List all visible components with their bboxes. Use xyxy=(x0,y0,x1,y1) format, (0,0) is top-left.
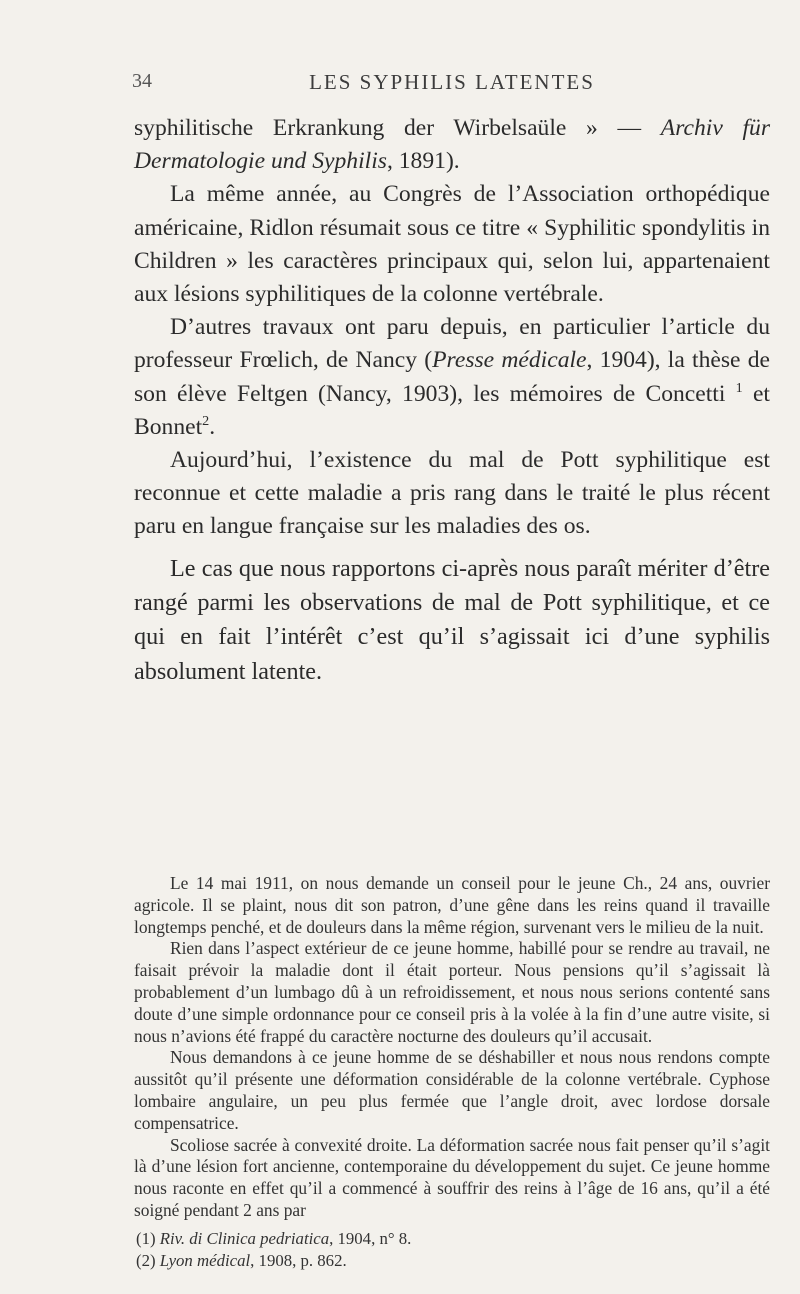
observation-paragraph-2: Rien dans l’aspect extérieur de ce jeune homme, habillé pour se rendre au travail, ne faisait prévoir la maladie dont il était porteur. Nous pensions qu’il s’agissait là probablement d’un lumbago dû à un refroidissement, et nous nous serions contenté sans doute d’une simple ordonnance pour ce conseil pris à la volée à la fin d’une autre visite, si nous n’avions été frappé du caractère nocturne des douleurs qu’il accusait. xyxy=(134,938,770,1046)
p1-text-a: syphilitische Erkrankung der Wirbelsaüle » — xyxy=(134,115,661,141)
observation-paragraph-4: Scoliose sacrée à convexité droite. La déformation sacrée nous fait penser qu’il s’agit là d’une lésion fort ancienne, contemporaine du développement du sujet. Ce jeune homme nous raconte en effet qu’il a commencé à souffrir des reins à l’âge de 16 ans, qu’il a été soigné pendant 2 ans par xyxy=(134,1134,770,1220)
p3-text-e: . xyxy=(209,413,216,440)
observation-paragraph-3: Nous demandons à ce jeune homme de se déshabiller et nous nous rendons compte aussitôt qu’il présente une déformation considérable de la colonne vertébrale. Cyphose lombaire angulaire, un peu plus fermée que l’angle droit, avec lordose dorsale compensatrice. xyxy=(134,1047,770,1133)
footnotes xyxy=(134,1228,770,1272)
p1-text-c: , 1891). xyxy=(386,148,460,175)
observation-paragraph-1: Le 14 mai 1911, on nous demande un conseil pour le jeune Ch., 24 ans, ouvrier agricole. Il se plaint, nous dit son patron, d’une gêne dans les reins quand il travaille longtemps penché, et de douleurs dans la même région, survenant vers le milieu de la nuit. xyxy=(134,873,770,937)
footnote-1 xyxy=(134,1228,770,1250)
paragraph-continued xyxy=(134,112,770,178)
paragraph-case-intro: Le cas que nous rapportons ci-après nous paraît mériter d’être rangé parmi les observations de mal de Pott syphilitique, et ce qui en fait l’intérêt c’est qu’il s’agissait ici d’une syphilis absolument latente. xyxy=(134,554,770,685)
paragraph-today: Aujourd’hui, l’existence du mal de Pott syphilitique est reconnue et cette maladie a pris rang dans le traité le plus récent paru en langue française sur les maladies des os. xyxy=(134,447,770,540)
p3-journal-title: Presse médicale xyxy=(432,347,587,374)
p3-text-d: et Bonnet xyxy=(134,380,770,440)
running-head: LES SYPHILIS LATENTES xyxy=(309,70,595,94)
paragraph-ridlon: La même année, au Congrès de l’Association orthopédique américaine, Ridlon résumait sous ce titre « Syphilitic spondylitis in Children » les caractères principaux qui, selon lui, appartenaient aux lésions syphilitiques de la colonne vertébrale. xyxy=(134,181,770,308)
footnote-1-title: Riv. di Clinica pedriatica xyxy=(159,1229,330,1248)
footnote-1-number: (1) xyxy=(136,1229,160,1248)
observation-text xyxy=(134,873,770,1222)
page-header xyxy=(132,70,772,96)
p1-journal-title: Archiv für Dermatologie und Syphilis xyxy=(134,115,770,175)
footnote-2 xyxy=(134,1250,770,1272)
footnote-1-rest: , 1904, n° 8. xyxy=(329,1229,412,1248)
footnote-ref-2: 2 xyxy=(202,412,210,429)
p3-text-c: , 1904), la thèse de son élève Feltgen (Nancy, 1903), les mémoires de Concetti xyxy=(134,347,770,407)
paragraph-other-works xyxy=(134,311,770,444)
p3-text-a: D’autres travaux ont paru depuis, en particulier l’article du professeur Frœlich, de Nancy ( xyxy=(134,314,770,374)
footnote-2-title: Lyon médical xyxy=(159,1251,251,1270)
footnote-2-rest: , 1908, p. 862. xyxy=(250,1251,347,1270)
footnote-ref-1: 1 xyxy=(735,379,743,396)
main-text xyxy=(134,112,770,689)
page-number: 34 xyxy=(132,70,152,92)
footnote-2-number: (2) xyxy=(136,1251,160,1270)
